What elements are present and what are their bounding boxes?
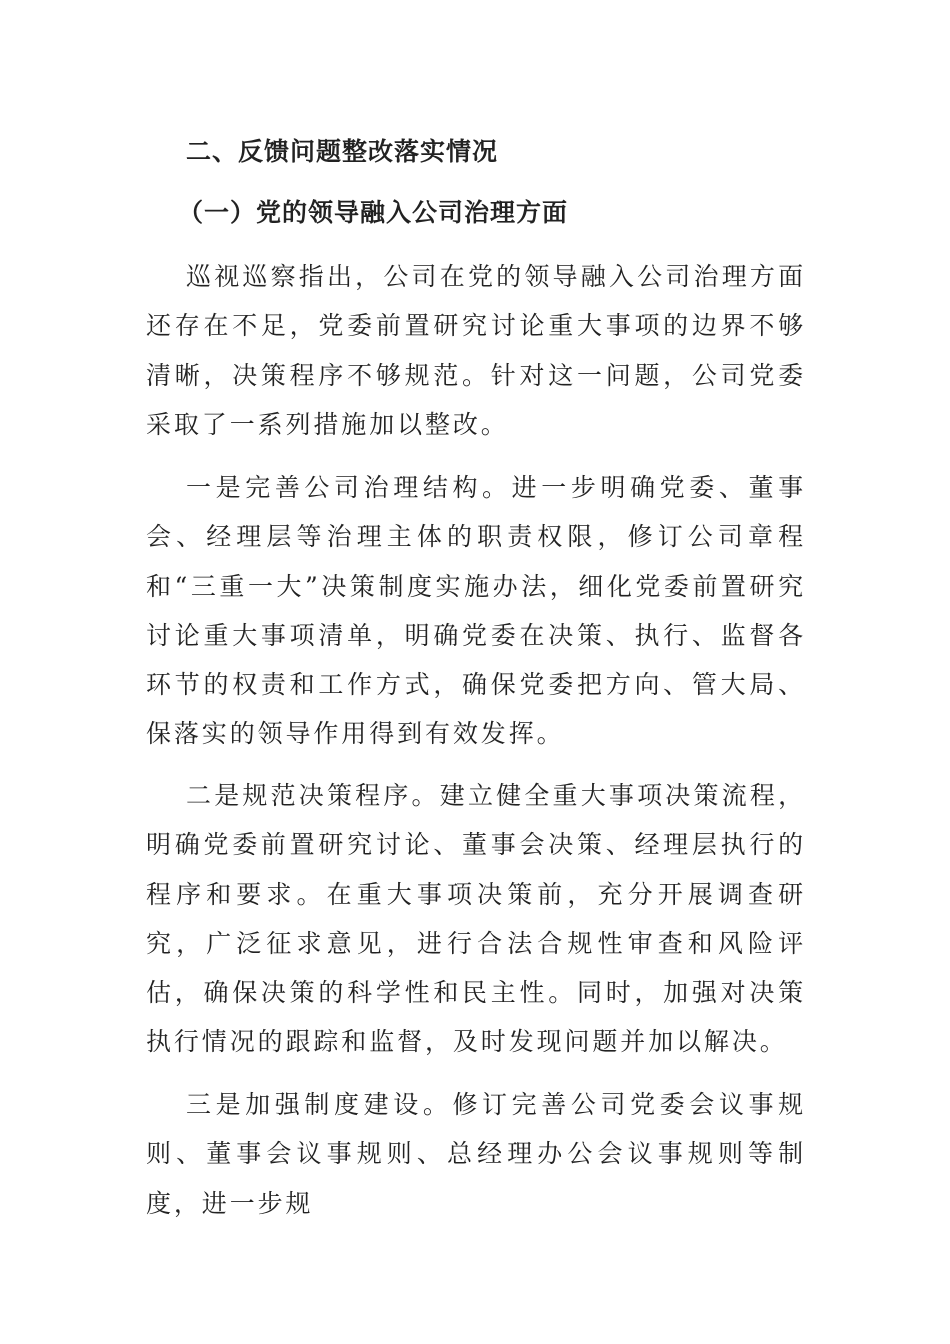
- paragraph-decision-procedure: 二是规范决策程序。建立健全重大事项决策流程，明确党委前置研究讨论、董事会决策、经理层执行的程序和要求。在重大事项决策前，充分开展调查研究，广泛征求意见，进行合法合规性审查和风险评估，确保决策的科学性和民主性。同时，加强对决策执行情况的跟踪和监督，及时发现问题并加以解决。: [146, 781, 806, 1057]
- section-heading: 二、反馈问题整改落实情况: [186, 137, 499, 166]
- paragraph-intro: 巡视巡察指出，公司在党的领导融入公司治理方面还存在不足，党委前置研究讨论重大事项的边界不够清晰，决策程序不够规范。针对这一问题，公司党委采取了一系列措施加以整改。: [146, 262, 806, 439]
- paragraph-system-building: 三是加强制度建设。修订完善公司党委会议事规则、董事会议事规则、总经理办公会议事规则等制度，进一步规: [146, 1090, 806, 1218]
- paragraph-governance-structure: 一是完善公司治理结构。进一步明确党委、董事会、经理层等治理主体的职责权限，修订公司章程和“三重一大”决策制度实施办法，细化党委前置研究讨论重大事项清单，明确党委在决策、执行、监督各环节的权责和工作方式，确保党委把方向、管大局、保落实的领导作用得到有效发挥。: [146, 473, 806, 749]
- subsection-heading: （一）党的领导融入公司治理方面: [178, 198, 569, 227]
